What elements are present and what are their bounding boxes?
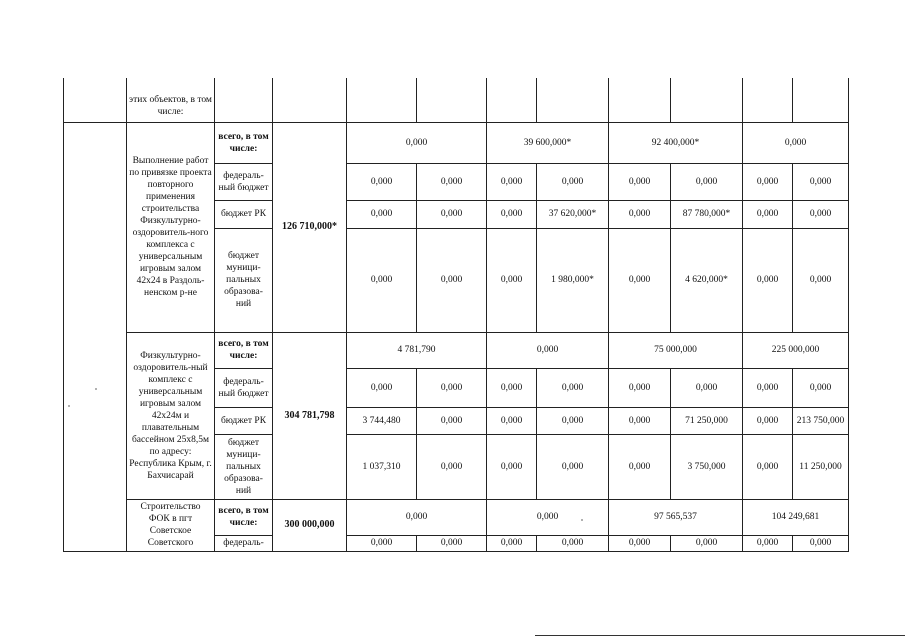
blank-cell — [609, 78, 671, 122]
value-cell: 0,000 — [743, 535, 793, 551]
value-cell: 0,000 — [671, 163, 743, 200]
value-cell: 0,000 — [609, 200, 671, 228]
value-cell: 0,000 — [347, 368, 417, 407]
value-cell: 0,000 — [609, 163, 671, 200]
value-cell: 0,000 — [609, 228, 671, 332]
year-total: 0,000 — [743, 122, 849, 163]
value-cell: 0,000 — [609, 407, 671, 434]
value-cell: 0,000 — [793, 228, 849, 332]
year-total: 92 400,000* — [609, 122, 743, 163]
value-cell: 0,000 — [417, 535, 487, 551]
blank-cell — [743, 78, 793, 122]
value-cell: 0,000 — [347, 163, 417, 200]
value-cell: 37 620,000* — [537, 200, 609, 228]
value-cell: 0,000 — [671, 368, 743, 407]
value-cell: 0,000 — [487, 228, 537, 332]
blank-cell — [793, 78, 849, 122]
value-cell: 4 620,000* — [671, 228, 743, 332]
value-cell: 3 750,000 — [671, 434, 743, 499]
value-cell: 0,000 — [417, 434, 487, 499]
value-cell: 87 780,000* — [671, 200, 743, 228]
object-name: этих объектов, в том числе: — [127, 78, 215, 122]
value-cell: 0,000 — [537, 368, 609, 407]
table-row — [64, 332, 849, 368]
table-row — [64, 122, 849, 163]
value-cell: 0,000 — [609, 434, 671, 499]
value-cell: 0,000 — [347, 200, 417, 228]
value-cell: 0,000 — [347, 228, 417, 332]
object-total: 126 710,000* — [273, 122, 347, 332]
value-cell: 11 250,000 — [793, 434, 849, 499]
value-cell: 0,000 — [417, 368, 487, 407]
value-cell: 0,000 — [537, 535, 609, 551]
blank-cell — [671, 78, 743, 122]
value-cell: 0,000 — [487, 407, 537, 434]
value-cell: 0,000 — [793, 163, 849, 200]
year-total: 225 000,000 — [743, 332, 849, 368]
value-cell: 0,000 — [537, 407, 609, 434]
value-cell: 0,000 — [537, 434, 609, 499]
blank-cell — [417, 78, 487, 122]
year-total: 0,000 — [487, 332, 609, 368]
blank-cell — [64, 122, 127, 551]
value-cell: 0,000 — [609, 535, 671, 551]
kind-federal: федераль-ный бюджет — [215, 368, 273, 407]
year-total: 75 000,000 — [609, 332, 743, 368]
value-cell: 0,000 — [743, 368, 793, 407]
value-cell: 3 744,480 — [347, 407, 417, 434]
value-cell: 213 750,000 — [793, 407, 849, 434]
value-cell: 71 250,000 — [671, 407, 743, 434]
value-cell: 0,000 — [417, 407, 487, 434]
year-total: 0,000 — [487, 499, 609, 535]
year-total: 0,000 — [347, 499, 487, 535]
kind-municipal: бюджет муници-пальных образова-ний — [215, 434, 273, 499]
blank-cell — [215, 78, 273, 122]
kind-rk: бюджет РК — [215, 407, 273, 434]
value-cell: 0,000 — [487, 368, 537, 407]
value-cell: 0,000 — [743, 163, 793, 200]
table-row — [64, 499, 849, 535]
value-cell: 0,000 — [743, 434, 793, 499]
kind-total: всего, в том числе: — [215, 332, 273, 368]
kind-total: всего, в том числе: — [215, 122, 273, 163]
budget-table — [63, 78, 849, 552]
value-cell: 0,000 — [743, 407, 793, 434]
kind-federal: федераль- — [215, 535, 273, 551]
value-cell: 0,000 — [487, 200, 537, 228]
bottom-rule — [535, 635, 905, 636]
year-total: 0,000 — [347, 122, 487, 163]
object-name: Строительство ФОК в пгт Советское Советского — [127, 499, 215, 551]
value-cell: 0,000 — [417, 200, 487, 228]
value-cell: 1 037,310 — [347, 434, 417, 499]
value-cell: 0,000 — [487, 434, 537, 499]
blank-cell — [537, 78, 609, 122]
year-total: 39 600,000* — [487, 122, 609, 163]
value-cell: 0,000 — [793, 200, 849, 228]
value-cell: 0,000 — [487, 535, 537, 551]
kind-federal: федераль-ный бюджет — [215, 163, 273, 200]
object-name: Выполнение работ по привязке проекта повторного применения строительства Физкультурно-оздоровитель-ного комплекса с универсальным игровым залом 42x24 в Раздоль-ненском р-не — [127, 122, 215, 332]
year-total: 97 565,537 — [609, 499, 743, 535]
table-row — [64, 78, 849, 122]
value-cell: 1 980,000* — [537, 228, 609, 332]
value-cell: 0,000 — [417, 228, 487, 332]
blank-cell — [273, 78, 347, 122]
blank-cell — [487, 78, 537, 122]
kind-rk: бюджет РК — [215, 200, 273, 228]
value-cell: 0,000 — [671, 535, 743, 551]
kind-municipal: бюджет муници-пальных образова-ний — [215, 228, 273, 332]
kind-total: всего, в том числе: — [215, 499, 273, 535]
object-name: Физкультурно-оздоровитель-ный комплекс с универсальным игровым залом 42x24м и плавательным бассейном 25x8,5м по адресу: Республика Крым, г. Бахчисарай — [127, 332, 215, 499]
value-cell: 0,000 — [609, 368, 671, 407]
value-cell: 0,000 — [347, 535, 417, 551]
blank-cell — [64, 78, 127, 122]
object-total: 304 781,798 — [273, 332, 347, 499]
value-cell: 0,000 — [417, 163, 487, 200]
blank-cell — [347, 78, 417, 122]
value-cell: 0,000 — [537, 163, 609, 200]
value-cell: 0,000 — [793, 535, 849, 551]
value-cell: 0,000 — [743, 200, 793, 228]
value-cell: 0,000 — [743, 228, 793, 332]
year-total: 4 781,790 — [347, 332, 487, 368]
value-cell: 0,000 — [793, 368, 849, 407]
object-total: 300 000,000 — [273, 499, 347, 551]
value-cell: 0,000 — [487, 163, 537, 200]
year-total: 104 249,681 — [743, 499, 849, 535]
